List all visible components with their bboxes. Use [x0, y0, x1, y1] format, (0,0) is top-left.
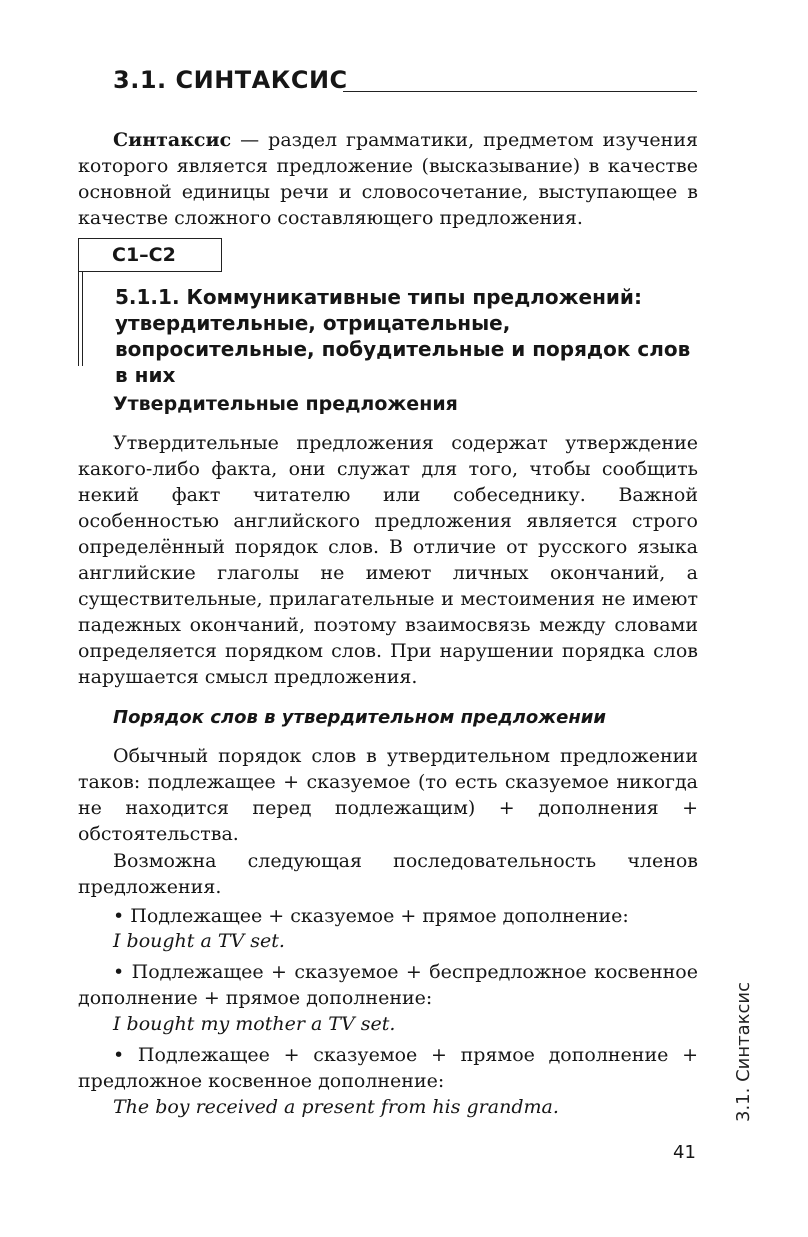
- section-heading: 5.1.1. Коммуникативные типы предложений: утвердительные, отрицательные, вопросительные, побудительные и порядок слов в них: [115, 285, 691, 387]
- word-order-paragraph: Обычный порядок слов в утвердительном предложении таков: подлежащее + сказуемое (то есть сказуемое никогда не находится перед подлежащим) + дополнения + обстоятельства.: [78, 745, 698, 845]
- section-code: С1–С2: [112, 244, 176, 266]
- bullet-item: • Подлежащее + сказуемое + прямое дополнение:: [113, 905, 629, 927]
- section-bar: [82, 272, 83, 366]
- word-order-paragraph: Возможна следующая последовательность членов предложения.: [78, 850, 698, 898]
- chapter-header: [113, 66, 697, 102]
- bullet-item: • Подлежащее + сказуемое + беспредложное косвенное дополнение + прямое дополнение:: [78, 961, 698, 1009]
- example-sentence: The boy received a present from his grandma.: [113, 1096, 559, 1118]
- bullet-item: • Подлежащее + сказуемое + прямое дополнение + предложное косвенное дополнение:: [78, 1044, 698, 1092]
- intro-term: Синтаксис: [113, 129, 232, 151]
- page-number: 41: [673, 1142, 696, 1163]
- example-sentence: I bought my mother a TV set.: [113, 1013, 396, 1035]
- affirmative-paragraph: Утвердительные предложения содержат утверждение какого-либо факта, они служат для того, чтобы сообщить некий факт читателю или собеседнику. Важной особенностью английского предложения является строго определённый порядок слов. В отличие от русского языка английские глаголы не имеют личных окончаний, а существительные, прилагательные и местоимения не имеют падежных окончаний, поэтому взаимосвязь между словами определяется порядком слов. При нарушении порядка слов нарушается смысл предложения.: [78, 432, 698, 688]
- section-bar: [78, 272, 79, 366]
- intro-paragraph: [78, 127, 698, 231]
- side-section-label: 3.1. Синтаксис: [733, 982, 754, 1122]
- chapter-rule: [343, 91, 697, 92]
- word-order-heading: Порядок слов в утвердительном предложении: [113, 707, 606, 728]
- affirmative-heading: Утвердительные предложения: [113, 393, 458, 415]
- example-sentence: I bought a TV set.: [113, 930, 285, 952]
- intro-text: — раздел грамматики, предметом изучения которого является предложение (высказывание) в качестве основной единицы речи и словосочетание, выступающее в качестве сложного составляющего предложения.: [78, 129, 698, 229]
- chapter-title: 3.1. СИНТАКСИС: [113, 66, 348, 94]
